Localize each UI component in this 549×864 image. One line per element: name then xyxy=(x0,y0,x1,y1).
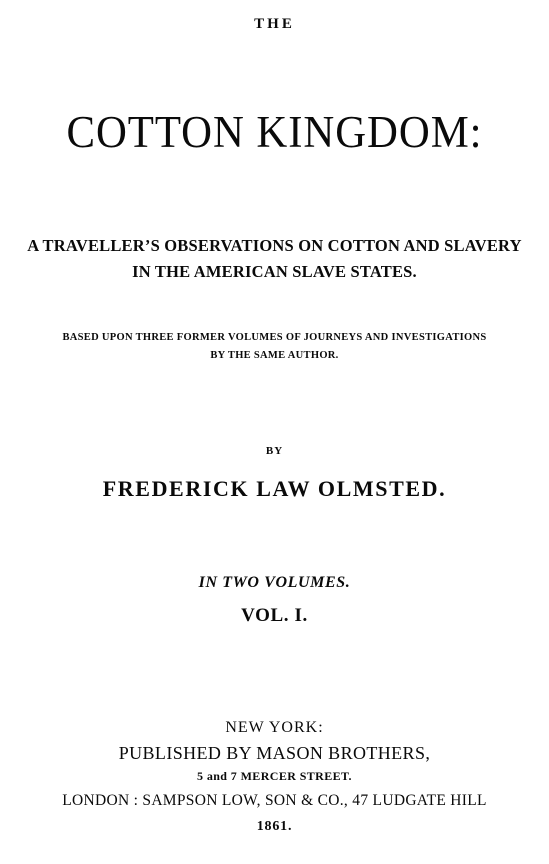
based-upon-line-2: BY THE SAME AUTHOR. xyxy=(210,350,339,361)
book-title: COTTON KINGDOM: xyxy=(66,107,483,157)
imprint-year: 1861. xyxy=(256,819,293,834)
volume-count: IN TWO VOLUMES. xyxy=(198,574,351,591)
based-upon-line-1: BASED UPON THREE FORMER VOLUMES OF JOURNEYS AND INVESTIGATIONS xyxy=(62,332,487,343)
subtitle-line-2: IN THE AMERICAN SLAVE STATES. xyxy=(132,262,417,281)
imprint-city: NEW YORK: xyxy=(225,719,324,736)
volume-number: VOL. I. xyxy=(241,605,308,626)
imprint-address: 5 and 7 MERCER STREET. xyxy=(197,769,352,783)
by-label: BY xyxy=(265,445,284,457)
author-name: FREDERICK LAW OLMSTED. xyxy=(102,476,447,501)
subtitle-line-1: A TRAVELLER’S OBSERVATIONS ON COTTON AND SLAVERY xyxy=(27,236,522,255)
imprint-publisher: PUBLISHED BY MASON BROTHERS, xyxy=(118,743,431,763)
imprint-london: LONDON : SAMPSON LOW, SON & CO., 47 LUDGATE HILL xyxy=(62,792,487,809)
heading-the: THE xyxy=(254,16,295,32)
